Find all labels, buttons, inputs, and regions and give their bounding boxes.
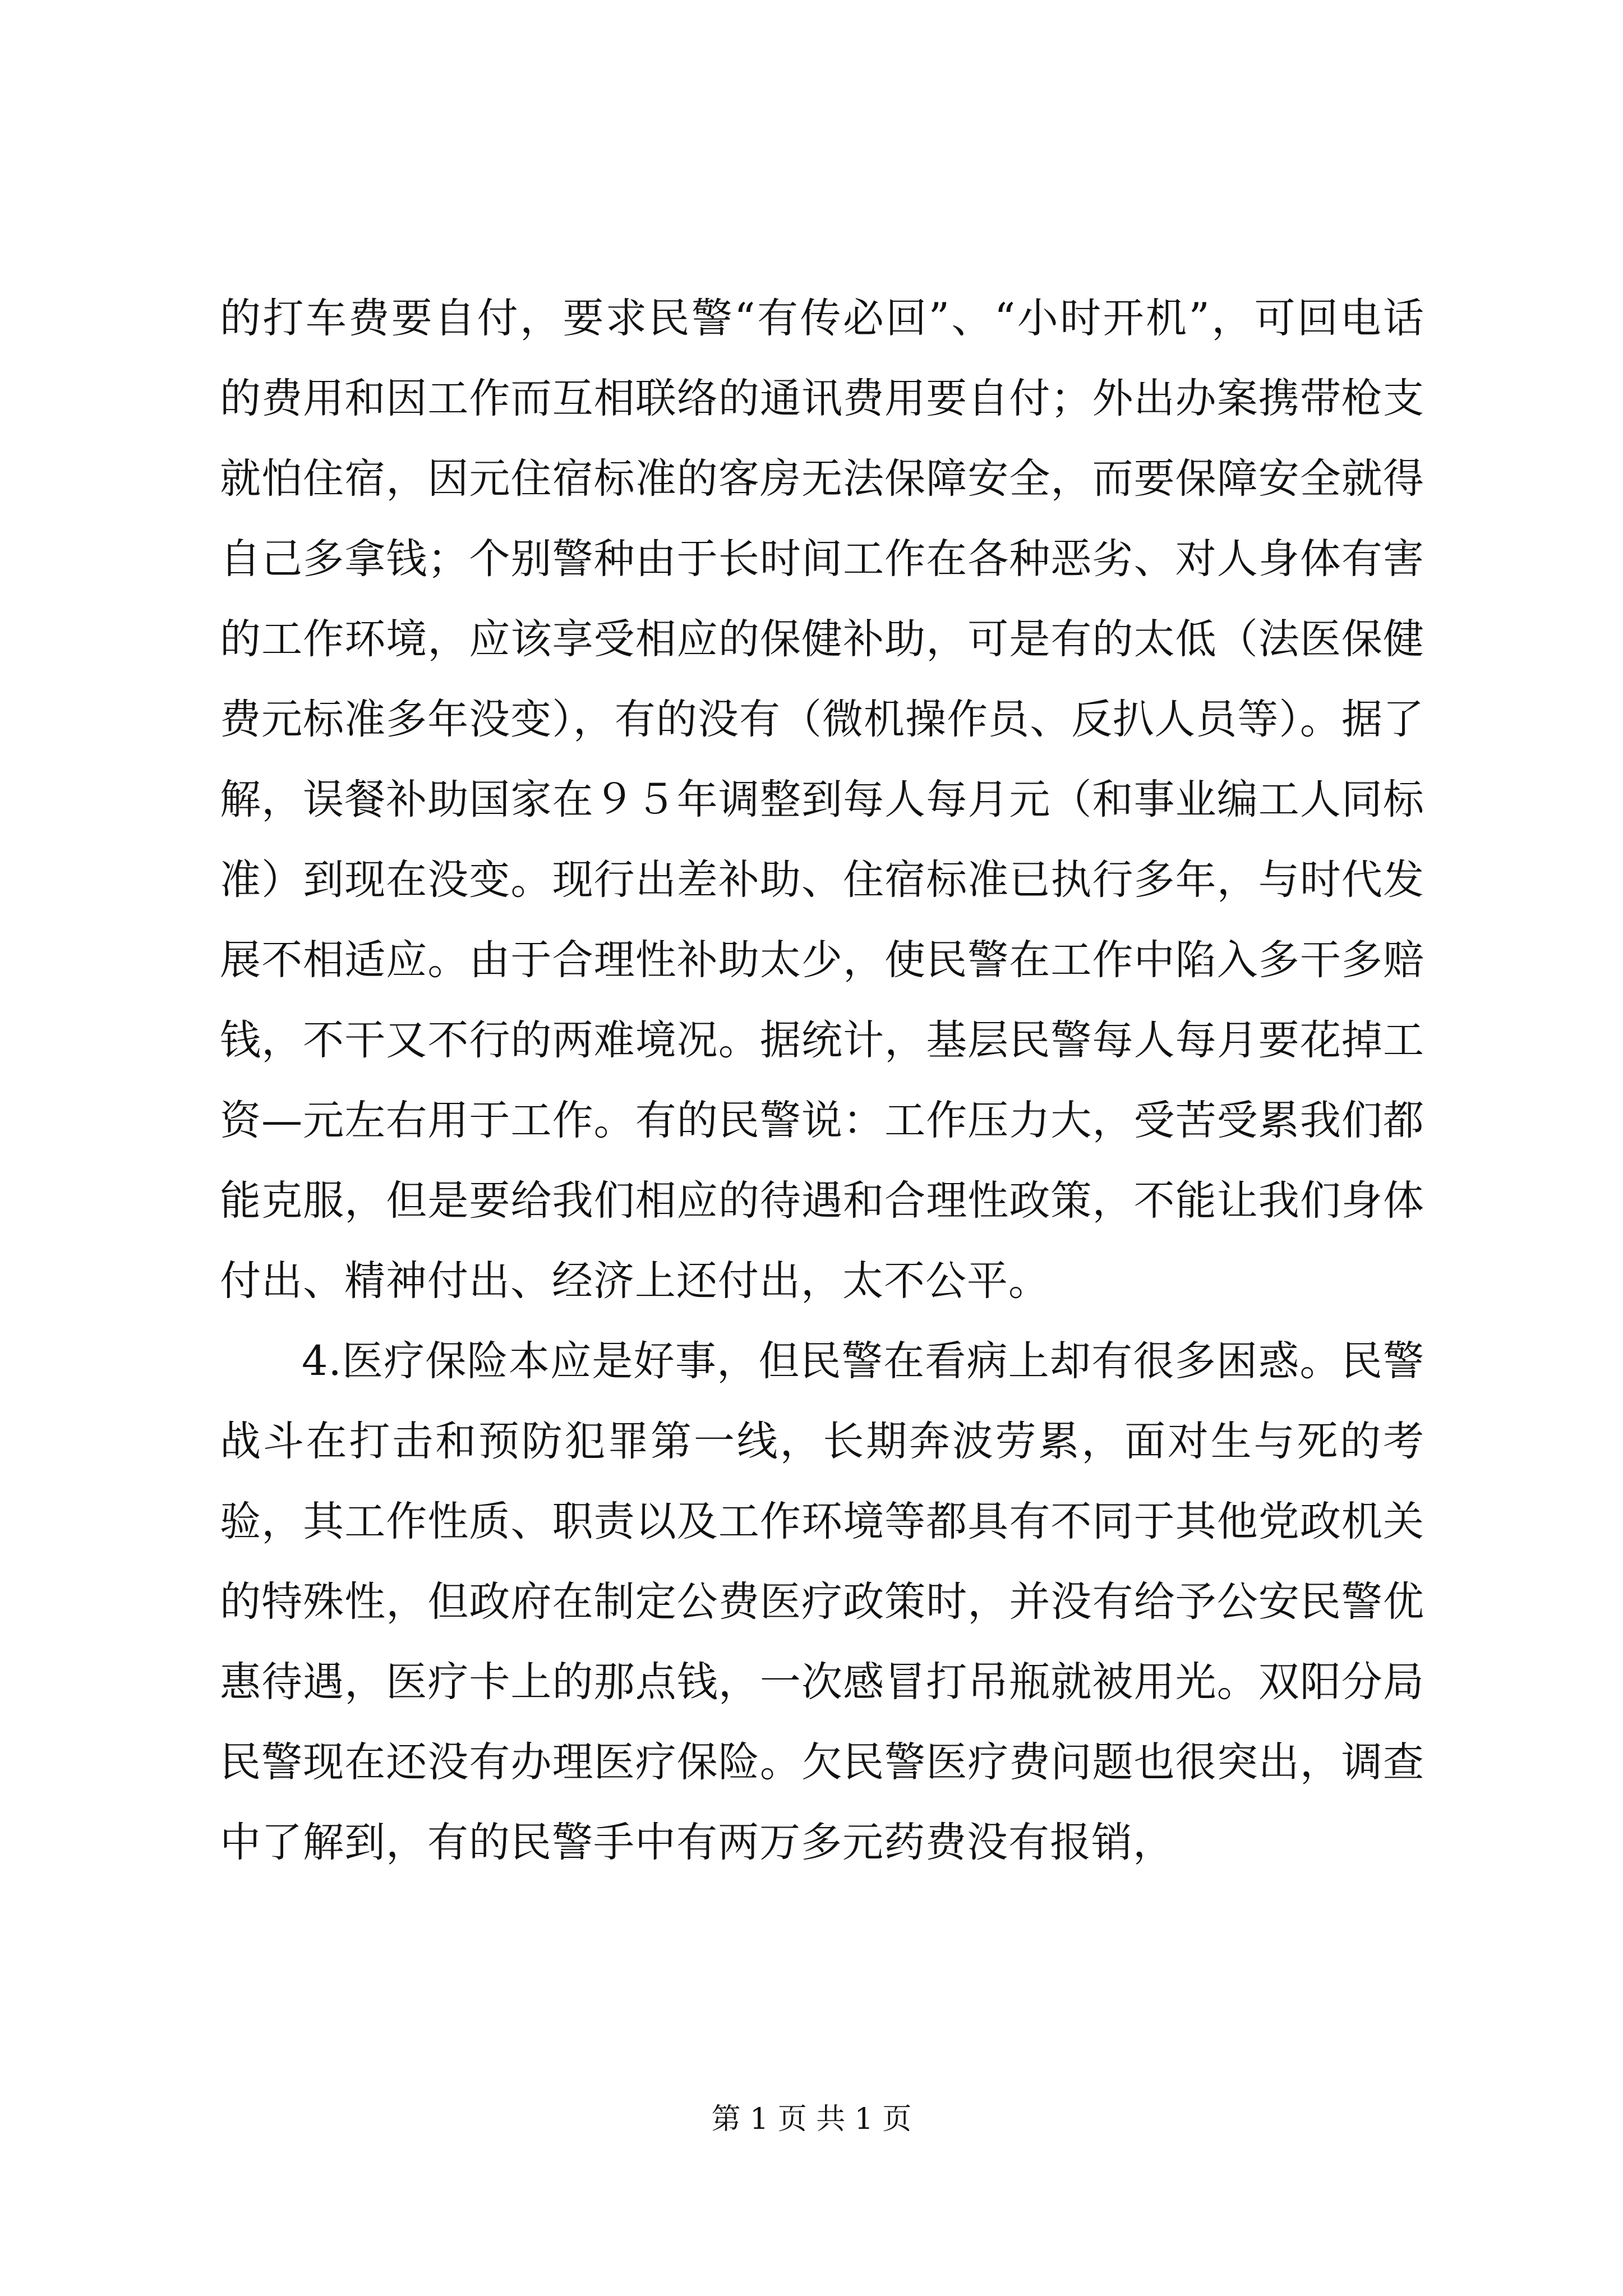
document-body (220, 278, 1424, 1883)
page-footer: 第 1 页 共 1 页 (711, 2102, 912, 2136)
paragraph-2: 4.医疗保险本应是好事，但民警在看病上却有很多困惑。民警战斗在打击和预防犯罪第一线，长期奔波劳累，面对生与死的考验，其工作性质、职责以及工作环境等都具有不同于其他党政机关的特殊性，但政府在制定公费医疗政策时，并没有给予公安民警优惠待遇，医疗卡上的那点钱，一次感冒打吊瓶就被用光。双阳分局民警现在还没有办理医疗保险。欠民警医疗费问题也很突出，调查中了解到，有的民警手中有两万多元药费没有报销， (220, 1337, 1424, 1866)
paragraph-1: 的打车费要自付，要求民警“有传必回”、“小时开机”，可回电话的费用和因工作而互相联络的通讯费用要自付；外出办案携带枪支就怕住宿，因元住宿标准的客房无法保障安全，而要保障安全就得自己多拿钱；个别警种由于长时间工作在各种恶劣、对人身体有害的工作环境，应该享受相应的保健补助，可是有的太低（法医保健费元标准多年没变），有的没有（微机操作员、反扒人员等）。据了解，误餐补助国家在９５年调整到每人每月元（和事业编工人同标准）到现在没变。现行出差补助、住宿标准已执行多年，与时代发展不相适应。由于合理性补助太少，使民警在工作中陷入多干多赔钱，不干又不行的两难境况。据统计，基层民警每人每月要花掉工资—元左右用于工作。有的民警说：工作压力大，受苦受累我们都能克服，但是要给我们相应的待遇和合理性政策，不能让我们身体付出、精神付出、经济上还付出，太不公平。 (220, 295, 1424, 1305)
